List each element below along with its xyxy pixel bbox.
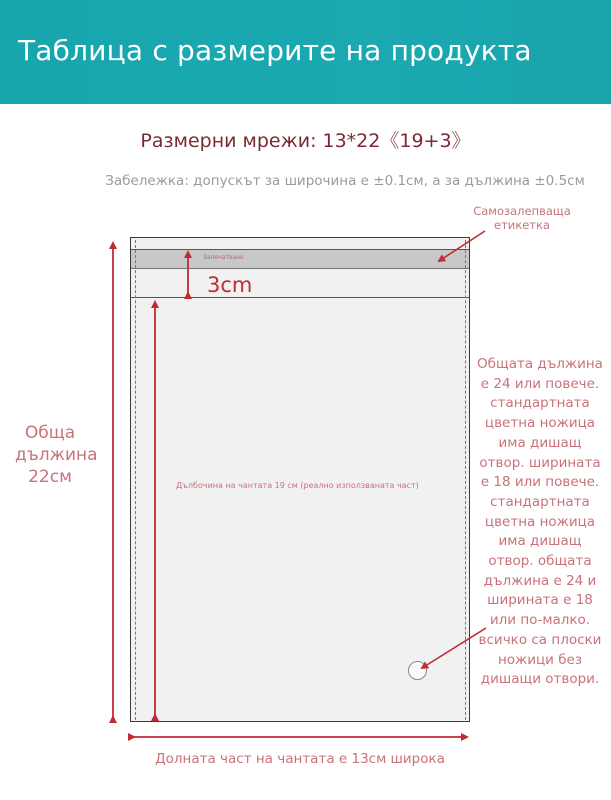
total-length-line1: Обща	[24, 423, 76, 443]
total-length-line2: дължина	[15, 445, 98, 465]
total-length-line3: 22см	[28, 467, 72, 487]
depth-label: Дълбочина на чантата 19 см (реално използваната част)	[176, 481, 419, 490]
flap-height-label: 3cm	[207, 273, 253, 297]
right-description: Общата дължина е 24 или повече. стандартната цветна ножица има дишащ отвор. ширината е 18 или повече. стандартната цветна ножица има дишащ отвор. общата дължина е 24 и ширината е 18 или по-малко. всичко са плоски ножици без дишащи отвори.	[477, 356, 603, 688]
seal-label: Запечатване	[203, 254, 244, 261]
page-title: Таблица с размерите на продукта	[18, 34, 532, 67]
sticker-label-line1: Самозалепваща	[473, 204, 571, 218]
tolerance-note: Забележка: допускът за широчина е ±0.1см, а за дължина ±0.5см	[105, 173, 585, 189]
sticker-label-line2: етикетка	[494, 218, 550, 232]
bottom-width-label: Долната част на чантата е 13см широка	[155, 751, 445, 767]
sticker-pointer-arrow	[439, 231, 485, 261]
size-subtitle: Размерни мрежи: 13*22《19+3》	[140, 130, 471, 152]
hole-pointer-arrow	[422, 628, 486, 668]
